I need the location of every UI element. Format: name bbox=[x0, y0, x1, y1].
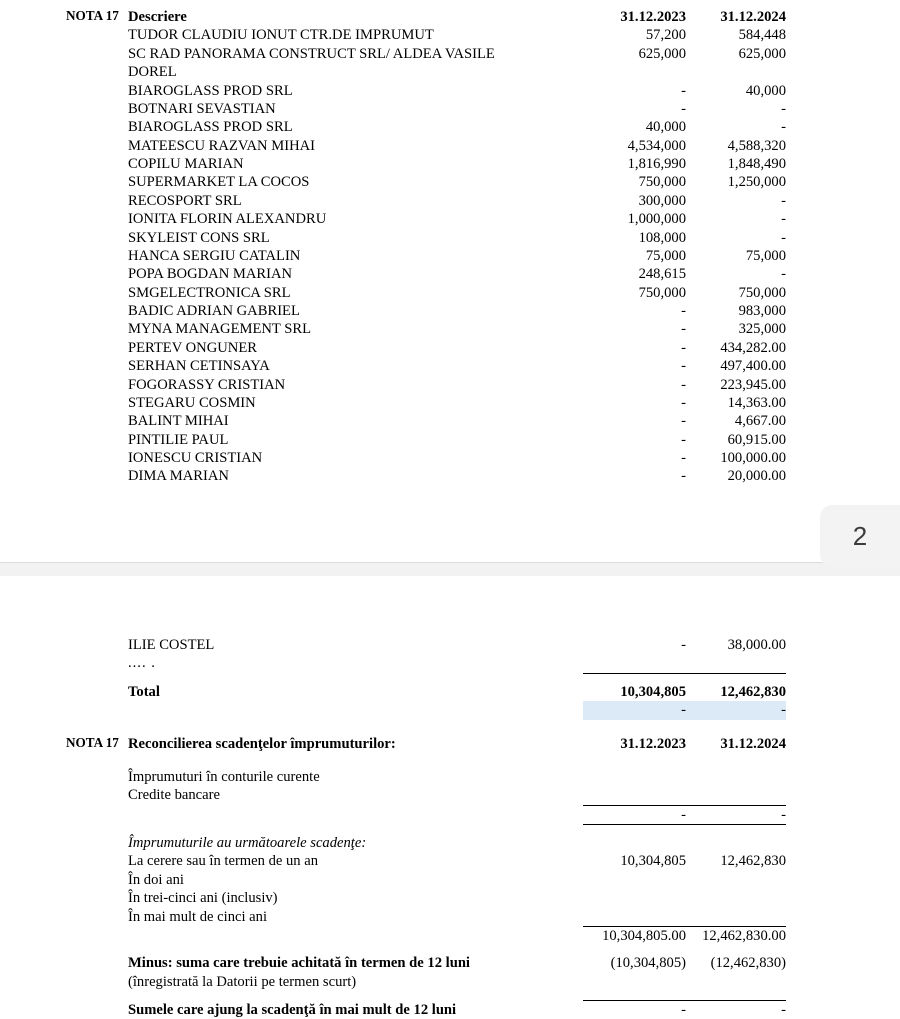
loan-party-name: BOTNARI SEVASTIAN bbox=[128, 100, 276, 117]
maturity-value-2023: 10,304,805 bbox=[620, 853, 686, 870]
loan-value-2024: 20,000.00 bbox=[727, 468, 786, 485]
sum-value-2024: 12,462,830.00 bbox=[702, 927, 786, 944]
loan-value-2024: 60,915.00 bbox=[727, 431, 786, 448]
loan-party-name-line1: SC RAD PANORAMA CONSTRUCT SRL/ ALDEA VASILE bbox=[128, 45, 495, 62]
loan-party-name: SKYLEIST CONS SRL bbox=[128, 229, 270, 246]
loan-value-2023: - bbox=[681, 82, 686, 99]
loan-value-2023: - bbox=[681, 450, 686, 466]
table-row bbox=[66, 908, 786, 926]
page-number-label: 2 bbox=[852, 520, 868, 551]
loan-value-2023: - bbox=[681, 358, 686, 375]
loan-value-2023: 750,000 bbox=[638, 174, 686, 191]
table-header-row bbox=[66, 8, 786, 26]
loan-value-2024: 1,848,490 bbox=[727, 156, 786, 172]
table-row bbox=[66, 412, 786, 430]
loan-party-name: HANCA SERGIU CATALIN bbox=[128, 247, 301, 264]
table-row bbox=[66, 431, 786, 449]
table-row bbox=[66, 82, 786, 100]
loan-value-2023: 248,615 bbox=[638, 266, 686, 283]
minus-row bbox=[66, 954, 786, 972]
loan-value-2023: - bbox=[681, 321, 686, 338]
spacer-row bbox=[66, 720, 786, 735]
loan-party-name: BIAROGLASS PROD SRL bbox=[128, 119, 293, 136]
table-row bbox=[66, 26, 786, 44]
loan-value-2024: 14,363.00 bbox=[727, 394, 786, 411]
loan-value-2023: - bbox=[681, 100, 686, 117]
loan-party-name: IONESCU CRISTIAN bbox=[128, 450, 263, 466]
maturity-value-2024 bbox=[686, 871, 786, 889]
loan-value-2023: 1,000,000 bbox=[627, 211, 686, 228]
table-row bbox=[66, 137, 786, 155]
sum-row bbox=[66, 927, 786, 945]
table-row bbox=[66, 449, 786, 467]
column-header-year-2023: 31.12.2023 bbox=[620, 9, 686, 25]
minus-value-2024: (12,462,830) bbox=[710, 955, 786, 972]
table-row bbox=[66, 852, 786, 870]
maturity-value-2023 bbox=[583, 889, 686, 907]
table-row bbox=[66, 155, 786, 173]
table-row bbox=[66, 889, 786, 907]
loan-value-2024: 983,000 bbox=[738, 303, 786, 319]
minus-label: Minus: suma care trebuie achitată în termen de 12 luni bbox=[128, 955, 470, 972]
table-row bbox=[66, 394, 786, 412]
maturities-title-row bbox=[66, 834, 786, 852]
loan-value-2023: 75,000 bbox=[645, 247, 686, 264]
reconciliation-title: Reconcilierea scadenţelor împrumuturilor: bbox=[128, 735, 396, 752]
subtotal-value-2024: - bbox=[781, 806, 786, 823]
loan-party-name: SMGELECTRONICA SRL bbox=[128, 284, 291, 301]
subtotal-value-2023: - bbox=[681, 806, 686, 823]
table-row bbox=[66, 284, 786, 302]
ellipsis-label: .... . bbox=[128, 655, 156, 672]
loan-value-2024: 40,000 bbox=[745, 82, 786, 99]
spacer-row bbox=[66, 674, 786, 683]
after-total-value-2023: - bbox=[583, 701, 686, 719]
table-row bbox=[66, 786, 786, 804]
minus-subtitle: (înregistrată la Datorii pe termen scurt) bbox=[128, 973, 357, 990]
loan-value-2024: - bbox=[781, 229, 786, 246]
maturity-value-2024 bbox=[686, 908, 786, 926]
table-row bbox=[66, 320, 786, 338]
reconciliation-note-label: NOTA 17 bbox=[66, 734, 119, 750]
loan-value-2024: - bbox=[781, 266, 786, 283]
loan-value-2024: 75,000 bbox=[745, 247, 786, 264]
total-value-2023: 10,304,805 bbox=[620, 683, 686, 700]
loan-party-name: STEGARU COSMIN bbox=[128, 394, 256, 411]
loan-value-2024: - bbox=[781, 211, 786, 228]
loan-value-2023: 4,534,000 bbox=[627, 137, 686, 154]
loan-value-2024: 325,000 bbox=[738, 321, 786, 338]
loan-party-name: IONITA FLORIN ALEXANDRU bbox=[128, 211, 327, 228]
spacer-row bbox=[66, 825, 786, 834]
loan-party-name-line2: DOREL bbox=[128, 64, 177, 81]
maturity-label: La cerere sau în termen de un an bbox=[128, 853, 319, 870]
sum-value-2023: 10,304,805.00 bbox=[602, 927, 686, 944]
maturity-label: În doi ani bbox=[128, 871, 184, 888]
loan-value-2023: - bbox=[681, 413, 686, 430]
loan-party-name: ILIE COSTEL bbox=[128, 637, 215, 653]
loan-value-2023: 108,000 bbox=[638, 229, 686, 246]
loan-party-name: COPILU MARIAN bbox=[128, 156, 244, 172]
table-row bbox=[66, 173, 786, 191]
loan-value-2023: - bbox=[681, 394, 686, 411]
reconciliation-year-2023: 31.12.2023 bbox=[620, 735, 686, 752]
loan-value-2023: - bbox=[681, 431, 686, 448]
after-total-value-2024: - bbox=[686, 701, 786, 719]
loan-value-2023: 57,200 bbox=[645, 27, 686, 44]
spacer-row bbox=[66, 753, 786, 768]
highlight-row bbox=[66, 701, 786, 719]
loan-party-name bbox=[128, 45, 583, 63]
loan-value-2023: 300,000 bbox=[638, 192, 686, 209]
maturity-label: În mai mult de cinci ani bbox=[128, 908, 268, 925]
row-label-bank-credits: Credite bancare bbox=[128, 787, 220, 804]
loan-value-2024: 38,000.00 bbox=[727, 637, 786, 653]
loan-party-name: RECOSPORT SRL bbox=[128, 192, 242, 209]
table-row bbox=[66, 376, 786, 394]
loan-party-name: SUPERMARKET LA COCOS bbox=[128, 174, 310, 191]
total-label: Total bbox=[128, 683, 160, 700]
loan-value-2023: 625,000 bbox=[638, 45, 686, 62]
loan-value-2024: 434,282.00 bbox=[720, 339, 786, 356]
minus-subtitle-row bbox=[66, 973, 786, 991]
maturity-value-2024: 12,462,830 bbox=[720, 853, 786, 870]
loan-party-name: PERTEV ONGUNER bbox=[128, 339, 257, 356]
final-label: Sumele care ajung la scadenţă în mai mult de 12 luni bbox=[128, 1002, 457, 1018]
loan-value-2024: - bbox=[781, 119, 786, 136]
loan-party-name: TUDOR CLAUDIU IONUT CTR.DE IMPRUMUT bbox=[128, 27, 434, 44]
table-row bbox=[66, 100, 786, 118]
note-label: NOTA 17 bbox=[66, 8, 119, 23]
loan-value-2023: - bbox=[681, 376, 686, 393]
table-row bbox=[66, 210, 786, 228]
table-row bbox=[66, 118, 786, 136]
table-row bbox=[66, 357, 786, 375]
maturity-value-2024 bbox=[686, 889, 786, 907]
spacer-row bbox=[66, 945, 786, 954]
subtotal-row bbox=[66, 806, 786, 824]
loan-value-2024: - bbox=[781, 100, 786, 117]
loans-table bbox=[66, 8, 786, 486]
loan-value-2024: - bbox=[781, 192, 786, 209]
table-row bbox=[66, 192, 786, 210]
loan-value-2023: - bbox=[681, 637, 686, 653]
minus-value-2023: (10,304,805) bbox=[610, 955, 686, 972]
reconciliation-year-2024: 31.12.2024 bbox=[720, 735, 786, 752]
loan-value-2024: 100,000.00 bbox=[720, 450, 786, 466]
table-row bbox=[66, 229, 786, 247]
loan-value-2023: 1,816,990 bbox=[627, 156, 686, 172]
loan-value-2023: 40,000 bbox=[645, 119, 686, 136]
loan-value-2023: 750,000 bbox=[638, 284, 686, 301]
loan-value-2023: - bbox=[681, 339, 686, 356]
loan-value-2023: - bbox=[681, 468, 686, 485]
total-row bbox=[66, 683, 786, 701]
total-value-2024: 12,462,830 bbox=[720, 683, 786, 700]
loan-party-name: FOGORASSY CRISTIAN bbox=[128, 376, 286, 393]
loan-party-name: PINTILIE PAUL bbox=[128, 431, 229, 448]
table-row bbox=[66, 265, 786, 283]
loan-party-name: BADIC ADRIAN GABRIEL bbox=[128, 303, 300, 319]
spacer-row bbox=[66, 991, 786, 1000]
loan-party-name: BIAROGLASS PROD SRL bbox=[128, 82, 293, 99]
row-label-current-accounts: Împrumuturi în conturile curente bbox=[128, 768, 320, 785]
maturities-title: Împrumuturile au următoarele scadenţe: bbox=[128, 835, 367, 851]
loan-value-2023: - bbox=[681, 303, 686, 319]
loan-value-2024: 584,448 bbox=[738, 27, 786, 44]
loan-value-2024: 223,945.00 bbox=[720, 376, 786, 393]
table-row-continued bbox=[66, 63, 786, 81]
table-row bbox=[66, 467, 786, 485]
table-row bbox=[66, 247, 786, 265]
loan-party-name: DIMA MARIAN bbox=[128, 468, 229, 485]
loan-value-2024: 1,250,000 bbox=[727, 174, 786, 191]
table-row bbox=[66, 339, 786, 357]
loan-value-2024: 497,400.00 bbox=[720, 358, 786, 375]
column-header-year-2024: 31.12.2024 bbox=[720, 9, 786, 25]
reconciliation-table bbox=[66, 636, 786, 1019]
loan-party-name: MYNA MANAGEMENT SRL bbox=[128, 321, 311, 338]
loan-value-2024: 750,000 bbox=[738, 284, 786, 301]
final-value-2024: - bbox=[781, 1002, 786, 1018]
maturity-value-2023 bbox=[583, 908, 686, 926]
table-row-ellipsis bbox=[66, 654, 786, 672]
table-row bbox=[66, 636, 786, 654]
loan-party-name: SERHAN CETINSAYA bbox=[128, 358, 270, 375]
final-value-2023: - bbox=[681, 1002, 686, 1018]
final-row bbox=[66, 1001, 786, 1019]
maturity-label: În trei-cinci ani (inclusiv) bbox=[128, 890, 278, 907]
loan-party-name: POPA BOGDAN MARIAN bbox=[128, 266, 293, 283]
loan-party-name: BALINT MIHAI bbox=[128, 413, 229, 430]
page-number-badge bbox=[820, 505, 900, 567]
maturity-value-2023 bbox=[583, 871, 686, 889]
column-header-description: Descriere bbox=[128, 9, 187, 25]
loan-party-name: MATEESCU RAZVAN MIHAI bbox=[128, 137, 316, 154]
loan-value-2024: 4,588,320 bbox=[727, 137, 786, 154]
table-row bbox=[66, 302, 786, 320]
table-row bbox=[66, 768, 786, 786]
loan-value-2024: 4,667.00 bbox=[734, 413, 786, 430]
loan-value-2024: 625,000 bbox=[738, 45, 786, 62]
table-row bbox=[66, 871, 786, 889]
table-row bbox=[66, 45, 786, 63]
reconciliation-header-row bbox=[66, 735, 786, 753]
